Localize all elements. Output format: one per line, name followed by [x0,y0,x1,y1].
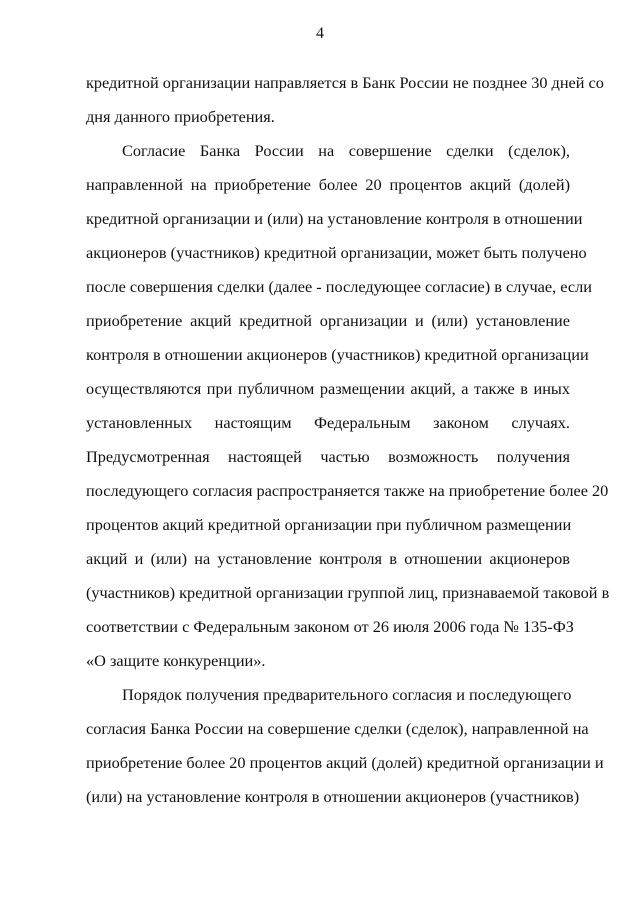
text-line: (участников) кредитной организации группой лиц, признаваемой таковой в [86,583,610,602]
text-line: приобретение более 20 процентов акций (долей) кредитной организации и [86,753,604,772]
text-line: «О защите конкуренции». [86,651,266,670]
text-line: дня данного приобретения. [86,107,275,126]
text-line: установленных настоящим Федеральным законом случаях. [86,413,570,432]
paragraph-1 [86,66,604,134]
text-line: (или) на установление контроля в отношении акционеров (участников) [86,787,580,806]
text-line: кредитной организации и (или) на установление контроля в отношении [86,209,583,228]
text-line: последующего согласия распространяется также на приобретение более 20 [86,481,609,500]
text-line: соответствии с Федеральным законом от 26 июля 2006 года № 135-ФЗ [86,617,574,636]
page-number: 4 [316,25,324,42]
text-line: после совершения сделки (далее - последующее согласие) в случае, если [86,277,592,296]
text-line: осуществляются при публичном размещении акций, а также в иных [86,379,570,398]
text-line: контроля в отношении акционеров (участников) кредитной организации [86,345,589,364]
text-line: кредитной организации направляется в Банк России не позднее 30 дней со [86,73,604,92]
text-line: акционеров (участников) кредитной организации, может быть получено [86,243,587,262]
paragraph-3 [86,678,604,814]
text-line: Согласие Банка России на совершение сделки (сделок), [122,141,570,160]
text-line: приобретение акций кредитной организации и (или) установление [86,311,570,330]
text-line: процентов акций кредитной организации при публичном размещении [86,515,572,534]
text-line: Предусмотренная настоящей частью возможность получения [86,447,570,466]
document-body [86,66,610,814]
text-line: направленной на приобретение более 20 процентов акций (долей) [86,175,570,194]
paragraph-2 [86,134,610,678]
text-line: Порядок получения предварительного согласия и последующего [122,685,572,704]
text-line: акций и (или) на установление контроля в отношении акционеров [86,549,570,568]
text-line: согласия Банка России на совершение сделки (сделок), направленной на [86,719,589,738]
